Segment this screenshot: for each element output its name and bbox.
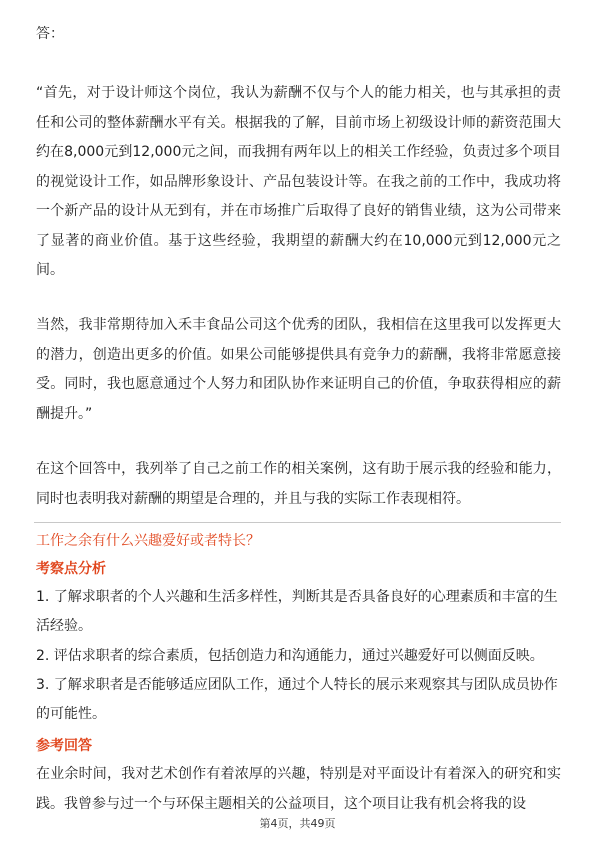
answer-paragraph-3: 在这个回答中，我列举了自己之前工作的相关案例，这有助于展示我的经验和能力，同时也表明我对薪酬的期望是合理的，并且与我的实际工作表现相符。	[36, 461, 561, 507]
analysis-item-1: 1. 了解求职者的个人兴趣和生活多样性，判断其是否具备良好的心理素质和丰富的生活经验。	[36, 589, 558, 634]
answer-label: 答：	[36, 26, 64, 42]
analysis-title: 考察点分析	[36, 561, 106, 577]
answer-paragraph-1: “首先，对于设计师这个岗位，我认为薪酬不仅与个人的能力相关，也与其承担的责任和公司的整体薪酬水平有关。根据我的了解，目前市场上初级设计师的薪资范围大约在8,000元到12,000元之间，而我拥有两年以上的相关工作经验，负责过多个项目的视觉设计工作，如品牌形象设计、产品包装设计等。在我之前的工作中，我成功将一个新产品的设计从无到有，并在市场推广后取得了良好的销售业绩，这为公司带来了显著的商业价值。基于这些经验，我期望的薪酬大约在10,000元到12,000元之间。	[36, 85, 561, 278]
page-number-footer: 第4页，共49页	[259, 817, 336, 830]
reference-title: 参考回答	[36, 738, 92, 754]
analysis-item-3: 3. 了解求职者是否能够适应团队工作，通过个人特长的展示来观察其与团队成员协作的可能性。	[36, 677, 558, 722]
analysis-item-2: 2. 评估求职者的综合素质，包括创造力和沟通能力，通过兴趣爱好可以侧面反映。	[36, 648, 544, 664]
reference-paragraph: 在业余时间，我对艺术创作有着浓厚的兴趣，特别是对平面设计有着深入的研究和实践。我曾参与过一个与环保主题相关的公益项目，这个项目让我有机会将我的设	[36, 766, 561, 812]
answer-paragraph-2: 当然，我非常期待加入禾丰食品公司这个优秀的团队，我相信在这里我可以发挥更大的潜力，创造出更多的价值。如果公司能够提供具有竞争力的薪酬，我将非常愿意接受。同时，我也愿意通过个人努力和团队协作来证明自己的价值，争取获得相应的薪酬提升。”	[36, 317, 561, 422]
question-heading: 工作之余有什么兴趣爱好或者特长？	[36, 533, 260, 549]
section-divider	[34, 522, 561, 523]
